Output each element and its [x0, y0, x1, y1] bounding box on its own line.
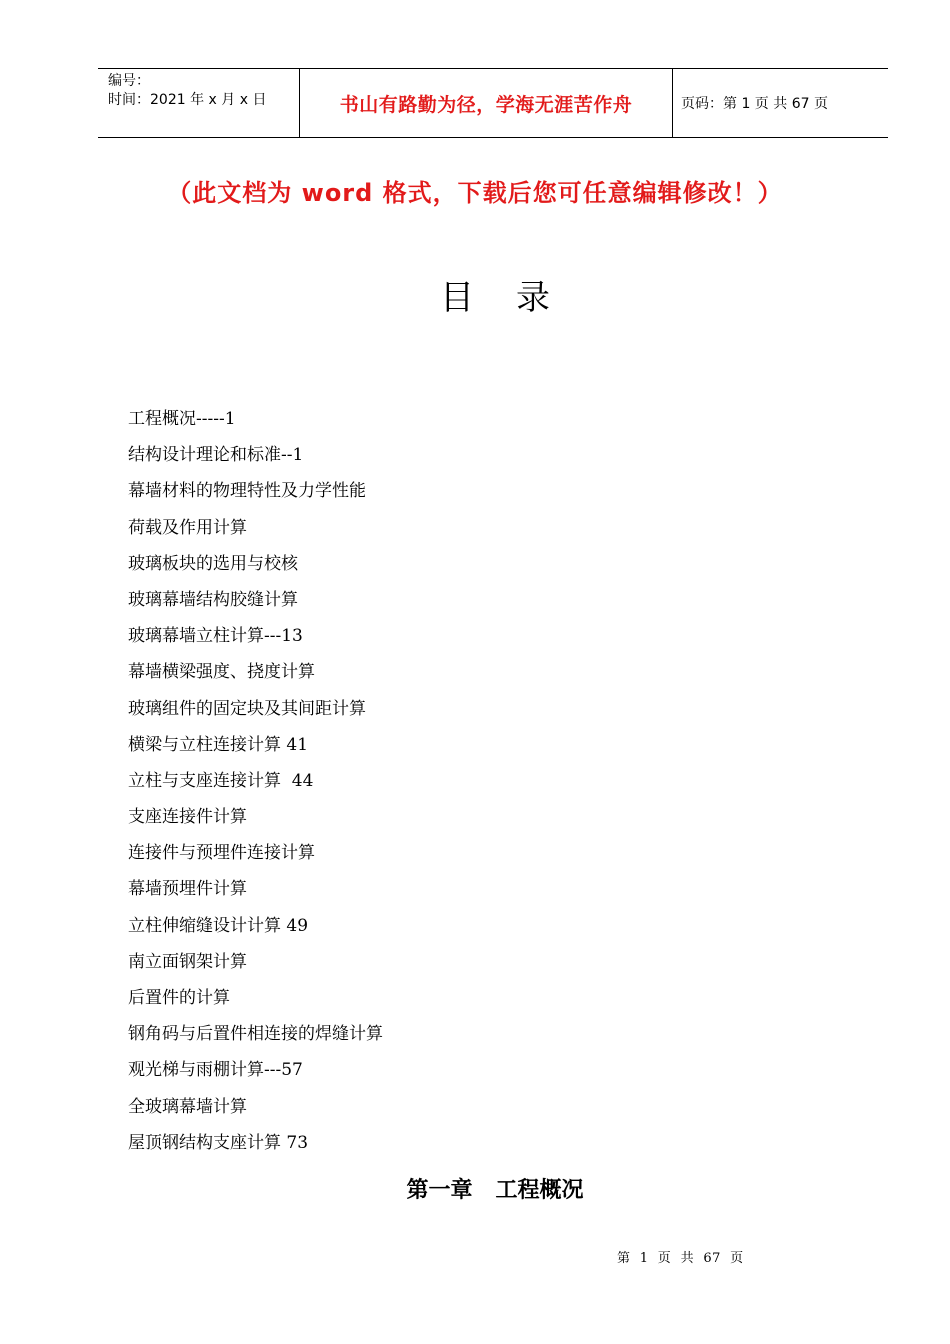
toc-title-right: 录 [516, 278, 550, 318]
toc-item[interactable]: 幕墙材料的物理特性及力学性能 [128, 481, 366, 502]
toc-item[interactable]: 工程概况-----1 [128, 409, 236, 429]
toc-item[interactable]: 幕墙横梁强度、挠度计算 [128, 662, 315, 683]
header-motto-cell [299, 69, 673, 137]
toc-item[interactable]: 南立面钢架计算 [128, 951, 247, 972]
toc-item[interactable]: 玻璃板块的选用与校核 [128, 553, 298, 574]
toc-item[interactable]: 玻璃组件的固定块及其间距计算 [128, 698, 366, 719]
toc-item[interactable]: 结构设计理论和标准--1 [128, 445, 304, 466]
document-date: 时间：2021 年 x 月 x 日 [108, 92, 267, 108]
toc-item[interactable]: 玻璃幕墙结构胶缝计算 [128, 589, 298, 610]
toc-title [0, 270, 950, 319]
header-motto: 书山有路勤为径，学海无涯苦作舟 [339, 93, 633, 116]
toc-item[interactable]: 后置件的计算 [128, 988, 230, 1008]
toc-item[interactable]: 幕墙预埋件计算 [128, 879, 247, 900]
toc-item[interactable]: 连接件与预埋件连接计算 [128, 843, 315, 864]
toc-item[interactable]: 全玻璃幕墙计算 [128, 1096, 247, 1117]
toc-list [128, 404, 383, 1164]
header-table [98, 68, 888, 138]
header-page-info: 页码：第 1 页 共 67 页 [681, 96, 828, 112]
toc-item[interactable]: 横梁与立柱连接计算 41 [128, 734, 309, 755]
toc-item[interactable]: 支座连接件计算 [128, 807, 247, 828]
toc-item[interactable]: 立柱与支座连接计算 44 [128, 770, 314, 791]
toc-item[interactable]: 屋顶钢结构支座计算 73 [128, 1132, 309, 1153]
chapter-heading: 第一章 工程概况 [406, 1178, 584, 1203]
toc-item[interactable]: 观光梯与雨棚计算---57 [128, 1060, 303, 1081]
header-page-cell [673, 69, 888, 137]
toc-item[interactable]: 玻璃幕墙立柱计算---13 [128, 626, 303, 647]
header-meta-cell [98, 69, 299, 137]
format-notice: （此文档为 word 格式，下载后您可任意编辑修改！） [167, 179, 783, 207]
page-footer: 第 1 页 共 67 页 [617, 1251, 744, 1266]
toc-item[interactable]: 荷载及作用计算 [128, 517, 247, 538]
toc-item[interactable]: 立柱伸缩缝设计计算 49 [128, 915, 309, 936]
toc-item[interactable]: 钢角码与后置件相连接的焊缝计算 [128, 1024, 383, 1045]
toc-title-left: 目 [440, 278, 474, 318]
document-number-label: 编号： [108, 73, 150, 89]
